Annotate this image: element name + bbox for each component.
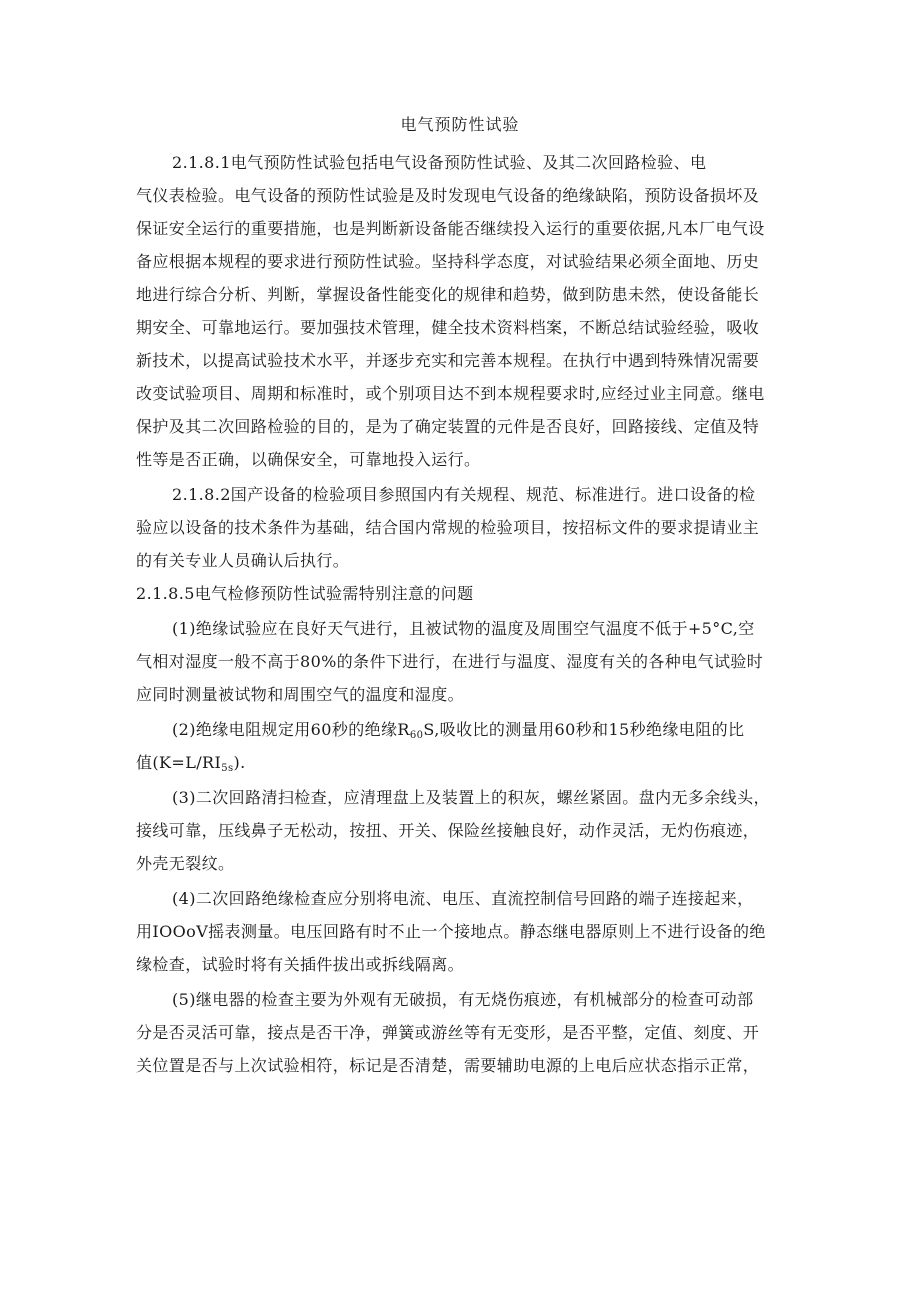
paragraph-line: 新技术，以提高试验技术水平，并逐步充实和完善本规程。在执行中遇到特殊情况需要	[136, 351, 760, 370]
paragraph-line: 缘检查，试验时将有关插件拔出或拆线隔离。	[136, 955, 465, 974]
subscript: 5s	[221, 763, 234, 774]
paragraph-line: 气仪表检验。电气设备的预防性试验是及时发现电气设备的绝缘缺陷，预防设备损坏及	[136, 186, 760, 205]
paragraph-line: 改变试验项目、周期和标准时，或个别项目达不到本规程要求时,应经过业主同意。继电	[136, 384, 765, 403]
paragraph-line: 性等是否正确，以确保安全，可靠地投入运行。	[136, 450, 481, 469]
list-item-line: (5)继电器的检查主要为外观有无破损，有无烧伤痕迹，有机械部分的检查可动部	[172, 990, 754, 1009]
paragraph-line: 期安全、可靠地运行。要加强技术管理，健全技术资料档案，不断总结试验经验，吸收	[136, 318, 760, 337]
paragraph-line: 2.1.8.2国产设备的检验项目参照国内有关规程、规范、标准进行。进口设备的检	[172, 485, 756, 504]
paragraph-line: 气相对湿度一般不高于80%的条件下进行，在进行与温度、湿度有关的各种电气试验时	[136, 652, 764, 671]
list-item-line: (4)二次回路绝缘检查应分别将电流、电压、直流控制信号回路的端子连接起来，	[172, 889, 754, 908]
text-fragment: S,吸收比的测量用60秒和15秒绝缘电阻的比	[423, 720, 745, 739]
section-heading: 2.1.8.5电气检修预防性试验需特别注意的问题	[136, 584, 474, 603]
paragraph-line: 验应以设备的技术条件为基础，结合国内常规的检验项目，按招标文件的要求提请业主	[136, 518, 760, 537]
document-title: 电气预防性试验	[400, 115, 520, 134]
paragraph-line: 地进行综合分析、判断，掌握设备性能变化的规律和趋势，做到防患未然，使设备能长	[136, 285, 760, 304]
paragraph-line: 外壳无裂纹。	[136, 854, 235, 873]
list-item-line: (1)绝缘试验应在良好天气进行，且被试物的温度及周围空气温度不低于+5°C,空	[172, 619, 755, 638]
subscript: 60	[409, 730, 424, 741]
paragraph-line: 的有关专业人员确认后执行。	[136, 551, 350, 570]
paragraph-line	[136, 752, 246, 774]
paragraph-line: 用IOOoV摇表测量。电压回路有时不止一个接地点。静态继电器原则上不进行设备的绝	[136, 922, 766, 941]
paragraph-line: 备应根据本规程的要求进行预防性试验。坚持科学态度，对试验结果必须全面地、历史	[136, 252, 760, 271]
list-item-line: (3)二次回路清扫检查，应清理盘上及装置上的积灰，螺丝紧固。盘内无多余线头，	[172, 788, 770, 807]
paragraph-line: 应同时测量被试物和周围空气的温度和湿度。	[136, 685, 465, 704]
paragraph-line: 分是否灵活可靠，接点是否干净，弹簧或游丝等有无变形，是否平整，定值、刻度、开	[136, 1023, 760, 1042]
paragraph-line: 接线可靠，压线鼻子无松动，按扭、开关、保险丝接触良好，动作灵活，无灼伤痕迹，	[136, 821, 760, 840]
text-fragment: ).	[233, 753, 246, 772]
paragraph-line: 关位置是否与上次试验相符，标记是否清楚，需要辅助电源的上电后应状态指示正常，	[136, 1056, 760, 1075]
text-fragment: (2)绝缘电阻规定用60秒的绝缘R	[172, 720, 410, 739]
paragraph-line: 保护及其二次回路检验的目的，是为了确定装置的元件是否良好，回路接线、定值及特	[136, 417, 760, 436]
paragraph-line: 2.1.8.1电气预防性试验包括电气设备预防性试验、及其二次回路检验、电	[172, 153, 707, 172]
text-fragment: 值(K=L/RI	[136, 753, 222, 772]
list-item-line	[172, 719, 744, 741]
paragraph-line: 保证安全运行的重要措施，也是判断新设备能否继续投入运行的重要依据,凡本厂电气设	[136, 219, 765, 238]
